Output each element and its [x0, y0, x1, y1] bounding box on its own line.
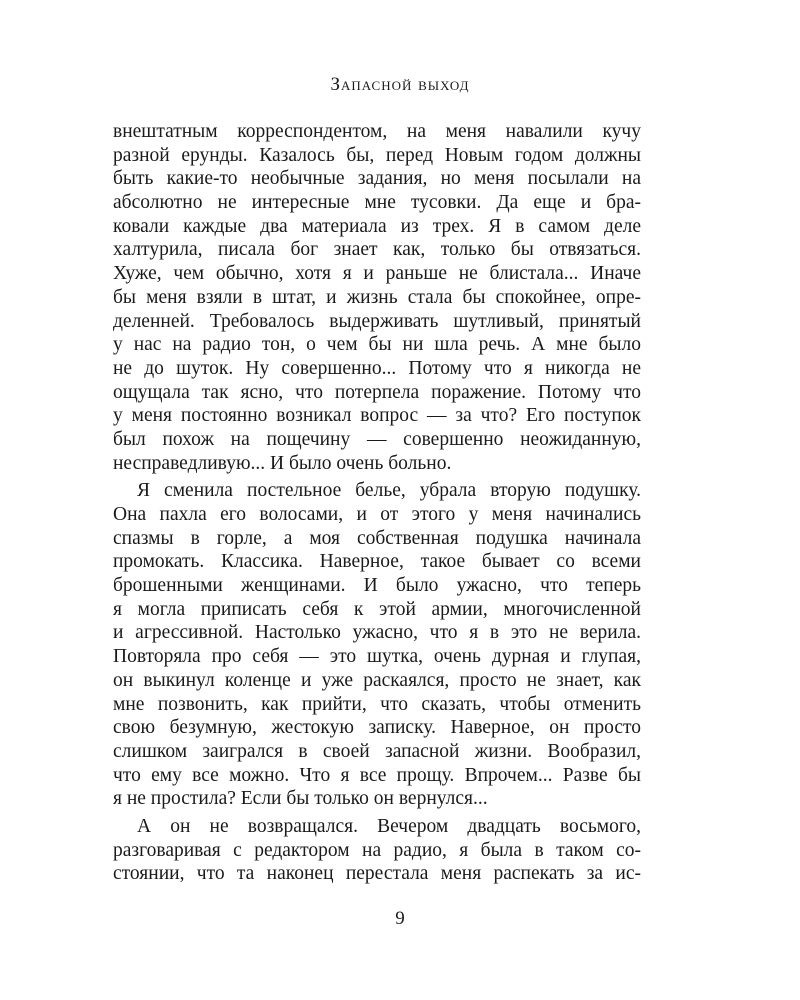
text-line: Повторяла про себя — это шутка, очень дурная и глупая,: [113, 646, 641, 668]
text-line: халтурила, писала бог знает как, только бы отвязаться.: [113, 239, 641, 261]
text-line: у нас на радио тон, о чем бы ни шла речь. А мне было: [113, 334, 641, 356]
text-line: спазмы в горле, а моя собственная подушка начинала: [113, 527, 641, 549]
text-line: мне позвонить, как прийти, что сказать, чтобы отменить: [113, 693, 641, 715]
text-line: быть какие-то необычные задания, но меня посылали на: [113, 168, 641, 190]
text-line: у меня постоянно возникал вопрос — за что? Его поступок: [113, 405, 641, 427]
text-line: абсолютно не интересные мне тусовки. Да еще и бра-: [113, 192, 641, 214]
body-text: [113, 120, 641, 886]
text-line: деленней. Требовалось выдерживать шутливый, принятый: [113, 310, 641, 332]
running-head: Запасной выход: [330, 74, 470, 95]
text-line: разной ерунды. Казалось бы, перед Новым годом должны: [113, 144, 641, 166]
text-line: стоянии, что та наконец перестала меня распекать за ис-: [113, 863, 641, 885]
text-line: несправедливую... И было очень больно.: [113, 452, 452, 474]
text-line: промокать. Классика. Наверное, такое бывает со всеми: [113, 551, 641, 573]
text-line: был похож на пощечину — совершенно неожиданную,: [113, 428, 641, 450]
text-line: Я сменила постельное белье, убрала вторую подушку.: [137, 480, 641, 502]
text-line: внештатным корреспондентом, на меня навалили кучу: [113, 121, 641, 142]
text-line: не до шуток. Ну совершенно... Потому что я никогда не: [113, 357, 641, 379]
text-line: слишком заигрался в своей запасной жизни. Вообразил,: [113, 740, 641, 762]
paragraph-3: [113, 815, 641, 886]
text-line: я могла приписать себя к этой армии, многочисленной: [113, 598, 641, 620]
text-line: А он не возвращался. Вечером двадцать восьмого,: [137, 815, 641, 837]
text-line: ощущала так ясно, что потерпела поражение. Потому что: [113, 381, 641, 403]
text-line: Хуже, чем обычно, хотя я и раньше не блистала... Иначе: [113, 263, 641, 285]
page-number: 9: [395, 908, 405, 929]
text-line: ковали каждые два материала из трех. Я в самом деле: [113, 215, 641, 237]
text-line: свою безумную, жестокую записку. Наверное, он просто: [113, 717, 641, 739]
text-line: и агрессивной. Настолько ужасно, что я в это не верила.: [113, 622, 641, 644]
text-line: Она пахла его волосами, и от этого у меня начинались: [113, 504, 641, 525]
text-line: бы меня взяли в штат, и жизнь стала бы спокойнее, опре-: [113, 286, 641, 308]
paragraph-2: [113, 479, 641, 811]
text-line: брошенными женщинами. И было ужасно, что теперь: [113, 575, 641, 597]
text-line: разговаривая с редактором на радио, я была в таком со-: [113, 839, 641, 861]
text-line: он выкинул коленце и уже раскаялся, просто не знает, как: [113, 669, 641, 691]
text-line: что ему все можно. Что я все прощу. Впрочем... Разве бы: [113, 764, 641, 786]
text-line: я не простила? Если бы только он вернулся...: [113, 788, 488, 810]
paragraph-1: [113, 120, 641, 475]
